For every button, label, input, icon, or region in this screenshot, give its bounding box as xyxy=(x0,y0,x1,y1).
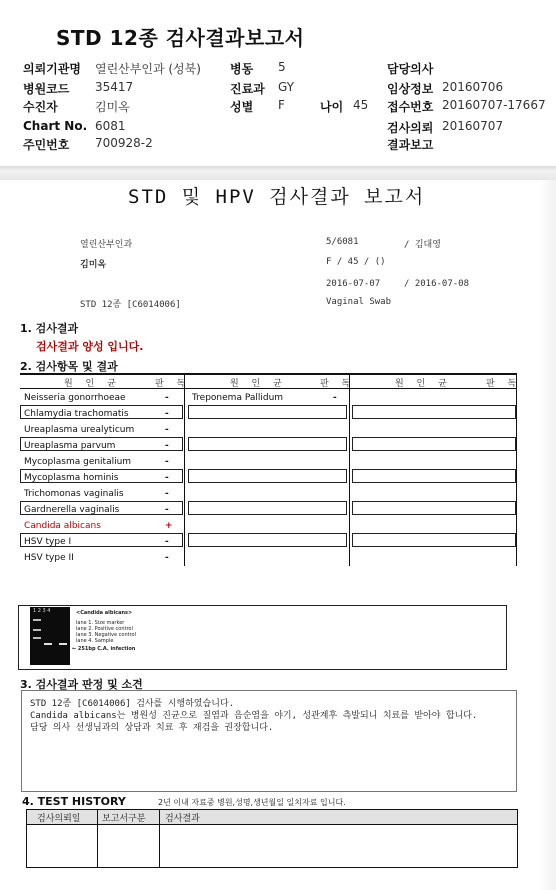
history-col-result: 검사결과 xyxy=(165,814,200,824)
history-column-divider xyxy=(159,810,160,867)
history-col-report-type: 보고서구분 xyxy=(102,814,146,824)
col1-organism-header: 원 인 균 xyxy=(64,379,121,389)
header-ward-chart: 5/6081 xyxy=(326,237,359,247)
gel-band xyxy=(59,643,67,645)
table-row-box xyxy=(352,533,516,547)
gel-legend-3: lane 3. Negative control xyxy=(76,632,137,638)
organism-name: HSV type II xyxy=(24,553,74,563)
table-row-box xyxy=(352,469,516,483)
header-sex-age: F / 45 / () xyxy=(326,257,386,267)
organism-name: Mycoplasma hominis xyxy=(24,473,119,483)
organism-name: Mycoplasma genitalium xyxy=(24,457,132,467)
gel-band xyxy=(33,629,41,631)
section-3-heading: 3. 검사결과 판정 및 소견 xyxy=(20,678,143,691)
organism-result: - xyxy=(165,457,169,467)
scan-edge-shadow xyxy=(540,180,556,890)
label-resident-number: 주민번호 xyxy=(23,138,70,152)
opinion-line-3: 담당 의사 선생님과의 상담과 치료 후 재검을 권장합니다. xyxy=(30,723,274,733)
organism-name: HSV type I xyxy=(24,537,72,547)
label-ward: 병동 xyxy=(230,62,254,76)
opinion-line-2: Candida albicans는 병원성 진균으로 질염과 음순염을 야기, 성관계후 측발되니 치료를 받아야 합니다. xyxy=(30,711,478,721)
label-receipt-number: 접수번호 xyxy=(387,100,434,114)
value-resident-number: 700928-2 xyxy=(95,136,153,150)
header-date-received: 2016-07-07 xyxy=(326,279,381,289)
label-chart-no: Chart No. xyxy=(23,119,88,133)
table-row-box xyxy=(352,501,516,515)
table-row-box xyxy=(352,437,516,451)
section-1-heading: 1. 검사결과 xyxy=(20,322,79,335)
label-test-request: 검사의뢰 xyxy=(387,121,434,135)
opinion-line-1: STD 12종 [C6014006] 검사를 시행하였습니다. xyxy=(30,699,235,709)
organism-name: Trichomonas vaginalis xyxy=(24,489,124,499)
gel-band xyxy=(44,643,52,645)
table-column-divider xyxy=(184,374,185,566)
col2-judge-header: 판 독 xyxy=(320,379,356,389)
value-clinical-info: 20160706 xyxy=(442,80,504,94)
result-positive-text: 검사결과 양성 입니다. xyxy=(36,340,144,353)
organism-name-positive: Candida albicans xyxy=(24,521,101,531)
label-department: 진료과 xyxy=(230,82,265,96)
organism-name: Treponema Pallidum xyxy=(192,393,284,403)
section-2-heading: 2. 검사항목 및 결과 xyxy=(20,360,118,373)
organism-name: Ureaplasma parvum xyxy=(24,441,116,451)
report-title: STD 및 HPV 검사결과 보고서 xyxy=(128,186,426,208)
value-chart-no: 6081 xyxy=(95,119,126,133)
col3-judge-header: 판 독 xyxy=(486,379,522,389)
section-4-heading: 4. TEST HISTORY xyxy=(22,795,126,808)
col2-organism-header: 원 인 균 xyxy=(230,379,287,389)
history-note: 2년 이내 자료중 병원,성명,생년월일 일치자료 입니다. xyxy=(158,798,346,807)
gel-electrophoresis-image xyxy=(30,607,70,665)
value-test-request: 20160707 xyxy=(442,119,504,133)
organism-name: Neisseria gonorrhoeae xyxy=(24,393,126,403)
gel-lane-numbers: 1 2 3 4 xyxy=(33,608,51,614)
value-age: 45 xyxy=(353,98,369,112)
table-top-rule xyxy=(20,373,517,375)
header-test-code: STD 12종 [C6014006] xyxy=(80,300,181,310)
table-row-box xyxy=(188,405,347,419)
gel-band-label: ← 251bp C.A. infection xyxy=(72,646,136,652)
table-row-box xyxy=(188,469,347,483)
col3-organism-header: 원 인 균 xyxy=(395,379,452,389)
header-patient: 김미옥 xyxy=(80,260,107,270)
header-specimen: Vaginal Swab xyxy=(326,297,392,307)
organism-result: - xyxy=(165,393,169,403)
label-clinical-info: 임상정보 xyxy=(387,82,434,96)
gel-title: <Candida albicans> xyxy=(76,610,133,616)
gel-legend-2: lane 2. Positive control xyxy=(76,626,133,632)
organism-name: Chlamydia trachomatis xyxy=(24,409,129,419)
header-doctor: / 김대영 xyxy=(404,240,441,250)
summary-title: STD 12종 검사결과보고서 xyxy=(56,26,305,50)
gel-band xyxy=(33,637,41,639)
label-patient: 수진자 xyxy=(23,100,58,114)
label-age: 나이 xyxy=(320,100,344,114)
label-hospital-code: 병원코드 xyxy=(23,82,70,96)
organism-result: - xyxy=(165,441,169,451)
label-doctor: 담당의사 xyxy=(387,62,434,76)
value-ward: 5 xyxy=(278,60,286,74)
organism-name: Ureaplasma urealyticum xyxy=(24,425,135,435)
section-divider xyxy=(0,166,556,180)
organism-result: - xyxy=(165,489,169,499)
table-column-divider xyxy=(516,374,517,566)
organism-result: - xyxy=(165,505,169,515)
label-sex: 성별 xyxy=(230,100,254,114)
history-header-row xyxy=(27,810,517,825)
organism-result: - xyxy=(165,553,169,563)
table-row-box xyxy=(188,533,347,547)
table-row-box xyxy=(188,501,347,515)
history-col-request-date: 검사의뢰일 xyxy=(37,814,81,824)
value-hospital-code: 35417 xyxy=(95,80,134,94)
organism-name: Gardnerella vaginalis xyxy=(24,505,120,515)
col1-judge-header: 판 독 xyxy=(155,379,191,389)
organism-result-positive: + xyxy=(165,521,173,531)
value-sex: F xyxy=(278,98,285,112)
table-row-box xyxy=(352,405,516,419)
label-requesting-institution: 의뢰기관명 xyxy=(23,62,81,76)
table-row-box xyxy=(188,437,347,451)
table-column-divider xyxy=(349,374,350,566)
organism-result: - xyxy=(165,425,169,435)
label-result-report: 결과보고 xyxy=(387,138,434,152)
organism-result: - xyxy=(333,393,337,403)
gel-legend-4: lane 4. Sample xyxy=(76,638,114,644)
header-date-reported: / 2016-07-08 xyxy=(404,279,470,289)
value-patient: 김미옥 xyxy=(95,100,130,114)
gel-legend-1: lane 1. Size marker xyxy=(76,620,125,626)
test-history-table xyxy=(26,809,518,868)
organism-result: - xyxy=(165,409,169,419)
history-column-divider xyxy=(97,810,98,867)
gel-band xyxy=(33,619,41,621)
organism-result: - xyxy=(165,473,169,483)
value-requesting-institution: 열린산부인과 (성북) xyxy=(95,62,201,76)
header-hospital: 열린산부인과 xyxy=(80,240,133,250)
organism-result: - xyxy=(165,537,169,547)
value-department: GY xyxy=(278,80,295,94)
value-receipt-number: 20160707-17667 xyxy=(442,98,546,112)
